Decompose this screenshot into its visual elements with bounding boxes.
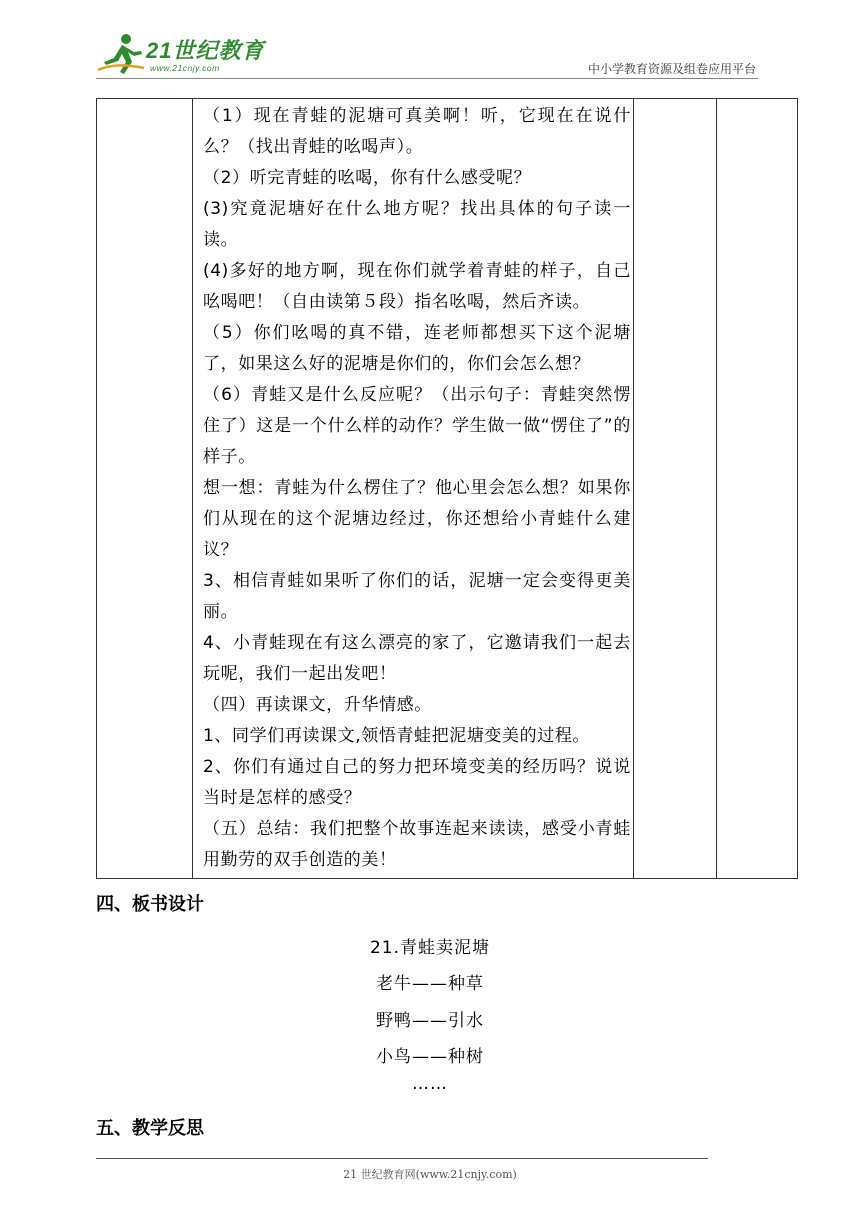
lesson-table	[96, 98, 798, 879]
board-line: 野鸭——引水	[376, 1011, 484, 1031]
lesson-steps	[195, 99, 631, 876]
column-divider	[716, 99, 717, 878]
logo-url: www.21cnjy.com	[150, 63, 220, 73]
step-line: （五）总结：我们把整个故事连起来读读，感受小青蛙用勤劳的双手创造的美！	[203, 819, 631, 870]
section-title-board-design: 四、板书设计	[96, 894, 204, 915]
step-line: (3)究竟泥塘好在什么地方呢？找出具体的句子读一读。	[203, 199, 631, 250]
column-divider	[633, 99, 634, 878]
step-line: 4、小青蛙现在有这么漂亮的家了，它邀请我们一起去玩呢，我们一起出发吧！	[203, 633, 631, 684]
step-line: 3、相信青蛙如果听了你们的话，泥塘一定会变得更美丽。	[203, 571, 631, 622]
board-title: 21.青蛙卖泥塘	[369, 938, 491, 958]
step-line: （5）你们吆喝的真不错，连老师都想买下这个泥塘了，如果这么好的泥塘是你们的，你们会怎么想？	[203, 323, 631, 374]
board-ellipsis: ……	[412, 1074, 448, 1094]
step-line: 1、同学们再读课文,领悟青蛙把泥塘变美的过程。	[203, 726, 591, 746]
page-header	[0, 0, 860, 82]
step-line: （1）现在青蛙的泥塘可真美啊！听，它现在在说什么？（找出青蛙的吆喝声）。	[203, 106, 631, 157]
footer-divider	[96, 1158, 708, 1159]
section-title-reflection: 五、教学反思	[96, 1118, 204, 1139]
logo-text: 21世纪教育	[146, 38, 265, 63]
column-divider	[192, 99, 193, 878]
step-line: 2、你们有通过自己的努力把环境变美的经历吗？说说当时是怎样的感受？	[203, 757, 631, 808]
step-line: （6）青蛙又是什么反应呢？（出示句子：青蛙突然愣住了）这是一个什么样的动作？学生做一做“愣住了”的样子。	[203, 385, 631, 467]
step-line: （四）再读课文，升华情感。	[203, 695, 432, 715]
board-line: 小鸟——种树	[376, 1047, 484, 1067]
board-line: 老牛——种草	[376, 974, 484, 994]
platform-name: 中小学教育资源及组卷应用平台	[587, 62, 756, 76]
step-line: 想一想：青蛙为什么楞住了？他心里会怎么想？如果你们从现在的这个泥塘边经过，你还想给小青蛙什么建议？	[203, 478, 631, 560]
step-line: (4)多好的地方啊，现在你们就学着青蛙的样子，自己吆喝吧！（自由读第５段）指名吆喝，然后齐读。	[203, 261, 631, 312]
step-line: （2）听完青蛙的吆喝，你有什么感受呢？	[203, 168, 532, 188]
runner-logo-icon	[96, 32, 148, 76]
header-divider	[96, 78, 758, 79]
footer-text[interactable]: 21 世纪教育网(www.21cnjy.com)	[343, 1168, 517, 1181]
site-logo[interactable]	[96, 32, 266, 76]
